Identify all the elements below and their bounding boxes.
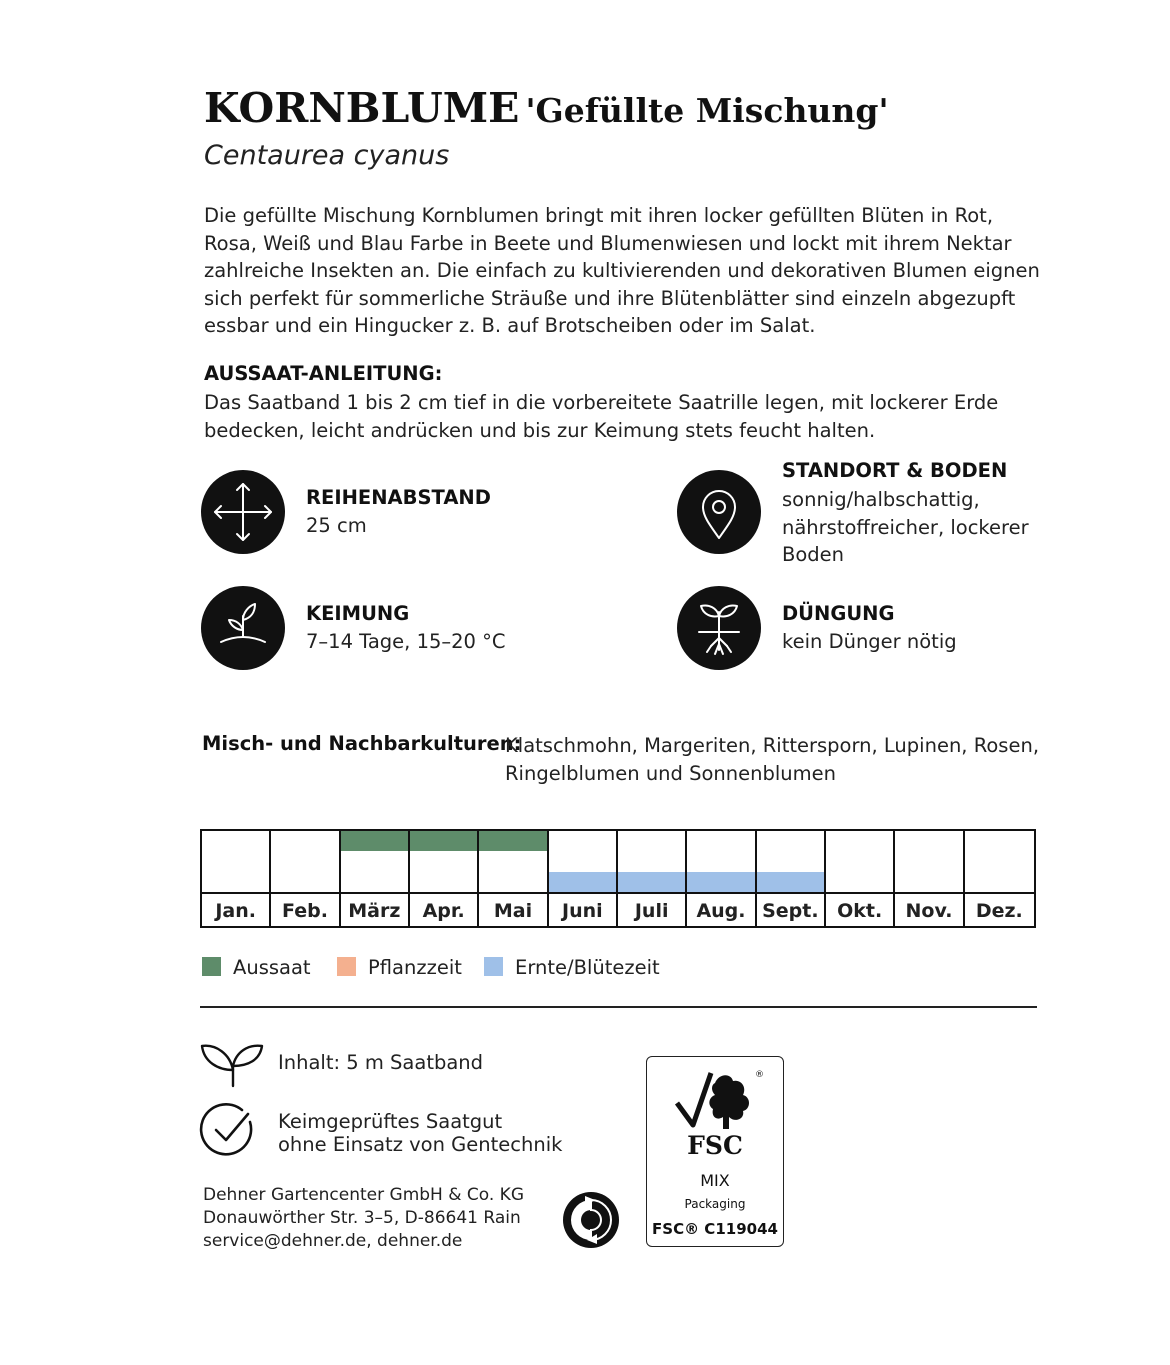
legend-swatch-aussaat	[202, 957, 221, 976]
legend-ernte	[484, 956, 660, 979]
spacing-value: 25 cm	[306, 514, 367, 537]
calendar-month-label: Apr.	[422, 900, 465, 922]
product-description: Die gefüllte Mischung Kornblumen bringt mit ihren locker gefüllten Blüten in Rot, Rosa, Weiß und Blau Farbe in Beete und Blumenwiesen und lockt mit ihrem Nektar zahlreiche Insekten an. Die einfach zu kultivierenden und dekorativen Blumen eignen sich perfekt für sommerliche Sträuße und ihre Blütenblätter sind einzeln abgezupft essbar und ein Hingucker z. B. auf Brotscheiben oder im Salat.	[204, 204, 1040, 337]
calendar-month-cell	[965, 831, 1034, 926]
latin-name: Centaurea cyanus	[204, 140, 450, 171]
seedling-icon	[201, 586, 285, 670]
company-address	[203, 1184, 524, 1253]
calendar-month-label: Dez.	[975, 900, 1023, 922]
fsc-mix: MIX	[700, 1171, 730, 1190]
germination-title: KEIMUNG	[306, 602, 410, 625]
fsc-code: FSC® C119044	[652, 1220, 778, 1238]
legend-swatch-ernte	[484, 957, 503, 976]
location-pin-icon	[677, 470, 761, 554]
calendar-month-label: Sept.	[762, 900, 819, 922]
plant-roots-icon	[677, 586, 761, 670]
germination-value: 7–14 Tage, 15–20 °C	[306, 630, 506, 653]
green-dot-recycling-icon	[561, 1190, 621, 1254]
fsc-tree-icon	[671, 1067, 764, 1135]
fsc-logo-text: FSC	[687, 1131, 743, 1160]
legend-aussaat	[202, 956, 311, 979]
calendar-month-cell	[549, 831, 618, 926]
aussaat-bar	[479, 831, 546, 851]
calendar-month-label: Juli	[634, 900, 669, 922]
sowing-heading: AUSSAAT-ANLEITUNG:	[204, 362, 443, 385]
calendar-month-cell	[410, 831, 479, 926]
calendar-month-cell	[202, 831, 271, 926]
leaves-icon	[200, 1036, 266, 1092]
calendar-month-label: Nov.	[905, 900, 953, 922]
calendar-month-cell	[479, 831, 548, 926]
company-contact: service@dehner.de, dehner.de	[203, 1231, 463, 1251]
calendar-month-cell	[826, 831, 895, 926]
fsc-packaging: Packaging	[684, 1197, 746, 1211]
fertilizer-title: DÜNGUNG	[782, 602, 895, 625]
legend-swatch-pflanzzeit	[337, 957, 356, 976]
product-title	[204, 84, 889, 132]
calendar-month-label: Jan.	[215, 900, 256, 922]
location-title: STANDORT & BODEN	[782, 459, 1008, 482]
arrows-cross-icon	[201, 470, 285, 554]
legend-label-aussaat: Aussaat	[233, 956, 311, 979]
calendar-month-cell	[341, 831, 410, 926]
calendar-month-cell	[271, 831, 340, 926]
calendar-month-cell	[895, 831, 964, 926]
company-street: Donauwörther Str. 3–5, D-86641 Rain	[203, 1208, 521, 1228]
companion-plants: Klatschmohn, Margeriten, Rittersporn, Lupinen, Rosen, Ringelblumen und Sonnenblumen	[505, 734, 1040, 785]
calendar-month-label: Mai	[493, 900, 533, 922]
aussaat-bar	[341, 831, 408, 851]
calendar-month-label: Juni	[562, 900, 603, 922]
calendar-month-label: Okt.	[837, 900, 883, 922]
aussaat-bar	[410, 831, 477, 851]
spacing-title: REIHENABSTAND	[306, 486, 491, 509]
check-circle-icon	[200, 1102, 258, 1164]
content-amount: Inhalt: 5 m Saatband	[278, 1051, 484, 1074]
calendar-month-cell	[687, 831, 756, 926]
company-name: Dehner Gartencenter GmbH & Co. KG	[203, 1185, 524, 1205]
product-name: KORNBLUME	[204, 84, 520, 132]
fertilizer-value: kein Dünger nötig	[782, 630, 957, 653]
fsc-certification	[646, 1056, 784, 1247]
section-divider	[200, 1006, 1037, 1008]
ernte-bar	[757, 872, 824, 892]
calendar-month-cell	[618, 831, 687, 926]
ernte-bar	[618, 872, 685, 892]
product-variety: 'Gefüllte Mischung'	[525, 91, 889, 130]
companion-label: Misch- und Nachbarkulturen:	[202, 732, 522, 755]
sowing-instructions: Das Saatband 1 bis 2 cm tief in die vorbereitete Saatrille legen, mit lockerer Erde bedecken, leicht andrücken und bis zur Keimung stets feucht halten.	[204, 391, 999, 442]
calendar-month-cell	[757, 831, 826, 926]
sowing-calendar	[200, 829, 1036, 928]
legend-label-pflanzzeit: Pflanzzeit	[368, 956, 462, 979]
ernte-bar	[549, 872, 616, 892]
svg-text:®: ®	[755, 1070, 764, 1080]
calendar-month-label: März	[348, 900, 401, 922]
calendar-month-label: Aug.	[696, 900, 746, 922]
calendar-month-label: Feb.	[282, 900, 328, 922]
location-value: sonnig/halbschattig, nährstoffreicher, lockerer Boden	[782, 488, 1029, 566]
legend-label-ernte: Ernte/Blütezeit	[515, 956, 660, 979]
ernte-bar	[687, 872, 754, 892]
quality-line-1: Keimgeprüftes Saatgut	[278, 1110, 503, 1133]
quality-line-2: ohne Einsatz von Gentechnik	[278, 1133, 563, 1156]
legend-pflanzzeit	[337, 956, 462, 979]
